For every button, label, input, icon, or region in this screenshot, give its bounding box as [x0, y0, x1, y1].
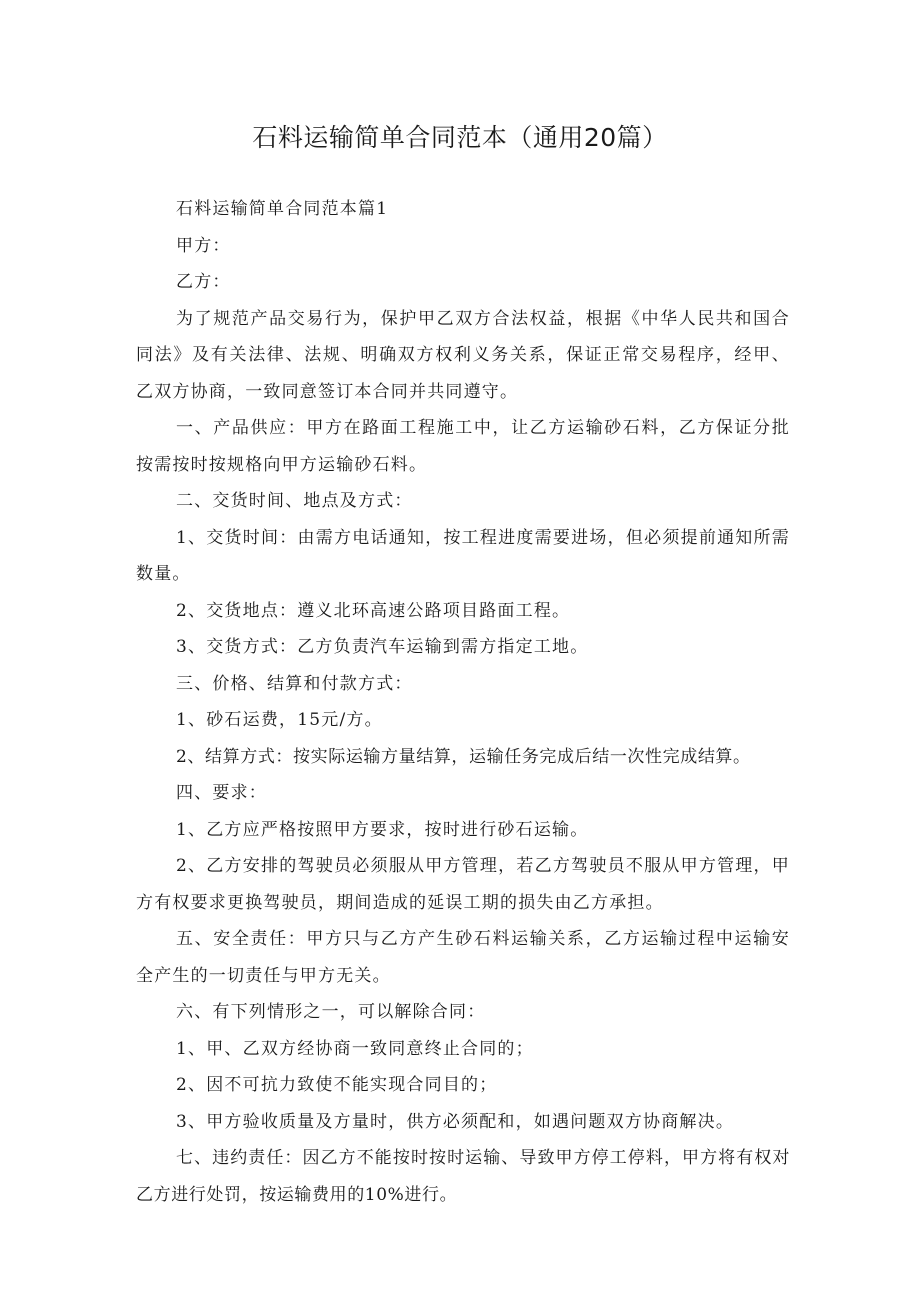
document-title: 石料运输简单合同范本（通用20篇）	[252, 123, 668, 152]
section-heading: 石料运输简单合同范本篇1	[176, 199, 389, 219]
clause-delivery-time: 1、交货时间：由需方电话通知，按工程进度需要进场，但必须提前通知所需数量。	[136, 527, 790, 584]
clause-settlement: 2、结算方式：按实际运输方量结算，运输任务完成后结一次性完成结算。	[176, 746, 751, 767]
party-a-label: 甲方：	[176, 235, 231, 256]
document-body	[136, 191, 790, 1213]
clause-termination-heading: 六、有下列情形之一，可以解除合同：	[176, 1002, 486, 1022]
clause-requirement-2: 2、乙方安排的驾驶员必须服从甲方管理，若乙方驾驶员不服从甲方管理，甲方有权要求更换驾驶员，期间造成的延误工期的损失由乙方承担。	[136, 856, 790, 913]
clause-breach: 七、违约责任：因乙方不能按时按时运输、导致甲方停工停料，甲方将有权对乙方进行处罚，按运输费用的10%进行。	[136, 1148, 790, 1205]
preamble-paragraph: 为了规范产品交易行为，保护甲乙双方合法权益，根据《中华人民共和国合同法》及有关法律、法规、明确双方权利义务关系，保证正常交易程序，经甲、乙双方协商，一致同意签订本合同并共同遵守。	[136, 308, 790, 402]
clause-delivery-heading: 二、交货时间、地点及方式：	[176, 491, 413, 511]
clause-termination-2: 2、因不可抗力致使不能实现合同目的；	[176, 1075, 498, 1095]
clause-requirements-heading: 四、要求：	[176, 783, 267, 803]
clause-freight-rate: 1、砂石运费，15元/方。	[176, 710, 383, 730]
clause-safety: 五、安全责任：甲方只与乙方产生砂石料运输关系，乙方运输过程中运输安全产生的一切责任与甲方无关。	[136, 929, 790, 986]
clause-requirement-1: 1、乙方应严格按照甲方要求，按时进行砂石运输。	[176, 819, 589, 840]
clause-price-heading: 三、价格、结算和付款方式：	[176, 673, 413, 694]
clause-termination-3: 3、甲方验收质量及方量时，供方必须配和，如遇问题双方协商解决。	[176, 1111, 735, 1132]
clause-product-supply: 一、产品供应：甲方在路面工程施工中，让乙方运输砂石料，乙方保证分批按需按时按规格向甲方运输砂石料。	[136, 418, 790, 475]
clause-delivery-place: 2、交货地点：遵义北环高速公路项目路面工程。	[176, 600, 571, 621]
party-b-label: 乙方：	[176, 272, 231, 292]
clause-delivery-method: 3、交货方式：乙方负责汽车运输到需方指定工地。	[176, 637, 589, 657]
clause-termination-1: 1、甲、乙双方经协商一致同意终止合同的；	[176, 1038, 534, 1059]
